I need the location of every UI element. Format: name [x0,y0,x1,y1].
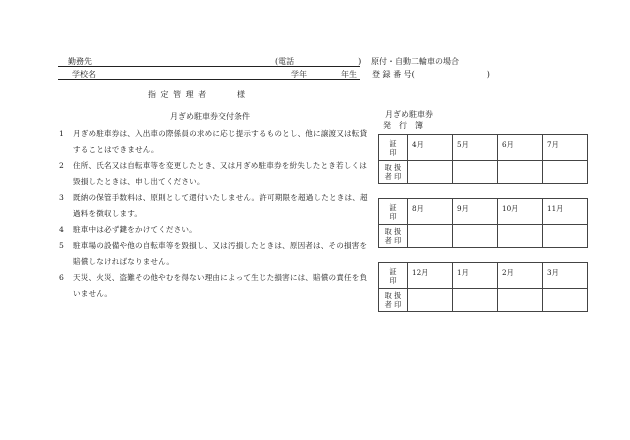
handler-stamp-cell[interactable] [453,225,498,248]
handler-stamp-cell[interactable] [408,161,453,184]
condition-text: 駐車場の設備や他の自転車等を毀損し、又は汚損したときは、原因者は、その損害を賠償しなければなりません。 [73,241,368,266]
month-cell[interactable]: 7月 [543,135,588,161]
handler-stamp-cell[interactable] [543,161,588,184]
condition-item [59,126,369,158]
phone-label: (電話 ) [275,57,362,66]
stamp-label: 証 印 [379,263,408,289]
month-cell[interactable]: 2月 [498,263,543,289]
condition-number: 6 [59,273,64,282]
condition-text: 住所、氏名又は自転車等を変更したとき、又は月ぎめ駐車券を紛失したとき若しくは毀損したときは、申し出てください。 [73,161,367,186]
handler-stamp-cell[interactable] [543,289,588,312]
condition-number: 3 [59,193,64,202]
condition-number: 1 [59,129,64,138]
condition-number: 4 [59,225,64,234]
month-cell[interactable]: 4月 [408,135,453,161]
month-cell[interactable]: 12月 [408,263,453,289]
stamp-label: 証 印 [379,135,408,161]
month-cell[interactable]: 1月 [453,263,498,289]
honorific-sama: 様 [237,90,245,99]
school-underline [58,79,360,80]
handler-label: 取 扱 者 印 [379,161,408,184]
condition-text: 既納の保管手数料は、原則として還付いたしません。許可期限を超過したときは、超過料を徴収します。 [73,193,368,218]
handler-stamp-cell[interactable] [453,161,498,184]
condition-text: 月ぎめ駐車券は、入出車の際係員の求めに応じ提示するものとし、他に譲渡又は転貸することはできません。 [73,129,368,154]
condition-item [59,190,369,222]
stamp-table-aug-nov [378,198,588,248]
registration-number-label: 登 録 番 号( ) [372,70,490,79]
stamp-label: 証 印 [379,199,408,225]
condition-item [59,238,369,270]
condition-number: 2 [59,161,64,170]
month-cell[interactable]: 5月 [453,135,498,161]
month-cell[interactable]: 6月 [498,135,543,161]
designated-manager-label: 指 定 管 理 者 [148,90,208,99]
handler-stamp-cell[interactable] [498,225,543,248]
month-cell[interactable]: 10月 [498,199,543,225]
handler-stamp-cell[interactable] [408,225,453,248]
issuance-title: 月ぎめ駐車券 [385,110,433,119]
month-cell[interactable]: 8月 [408,199,453,225]
handler-stamp-cell[interactable] [543,225,588,248]
workplace-underline [58,66,360,67]
class-label: 年生 [341,70,357,79]
handler-stamp-cell[interactable] [498,161,543,184]
condition-text: 駐車中は必ず鍵をかけてください。 [73,225,197,234]
school-label: 学校名 [72,70,96,79]
month-cell[interactable]: 11月 [543,199,588,225]
handler-stamp-cell[interactable] [498,289,543,312]
condition-number: 5 [59,241,64,250]
handler-label: 取 扱 者 印 [379,225,408,248]
handler-stamp-cell[interactable] [453,289,498,312]
workplace-label: 勤務先 [68,57,92,66]
stamp-table-dec-mar [378,262,588,312]
handler-stamp-cell[interactable] [408,289,453,312]
conditions-list [59,126,369,302]
month-cell[interactable]: 3月 [543,263,588,289]
issuance-subtitle: 発 行 簿 [383,121,423,130]
stamp-table-apr-jul [378,134,588,184]
handler-label: 取 扱 者 印 [379,289,408,312]
grade-label: 学年 [291,70,307,79]
moped-note: 原付・自動二輪車の場合 [371,57,459,66]
condition-item [59,222,369,238]
condition-item [59,158,369,190]
month-cell[interactable]: 9月 [453,199,498,225]
conditions-title: 月ぎめ駐車券交付条件 [170,112,250,121]
condition-text: 天災、火災、盗難その他やむを得ない理由によって生じた損害には、賠償の責任を負いません。 [73,273,368,298]
condition-item [59,270,369,302]
